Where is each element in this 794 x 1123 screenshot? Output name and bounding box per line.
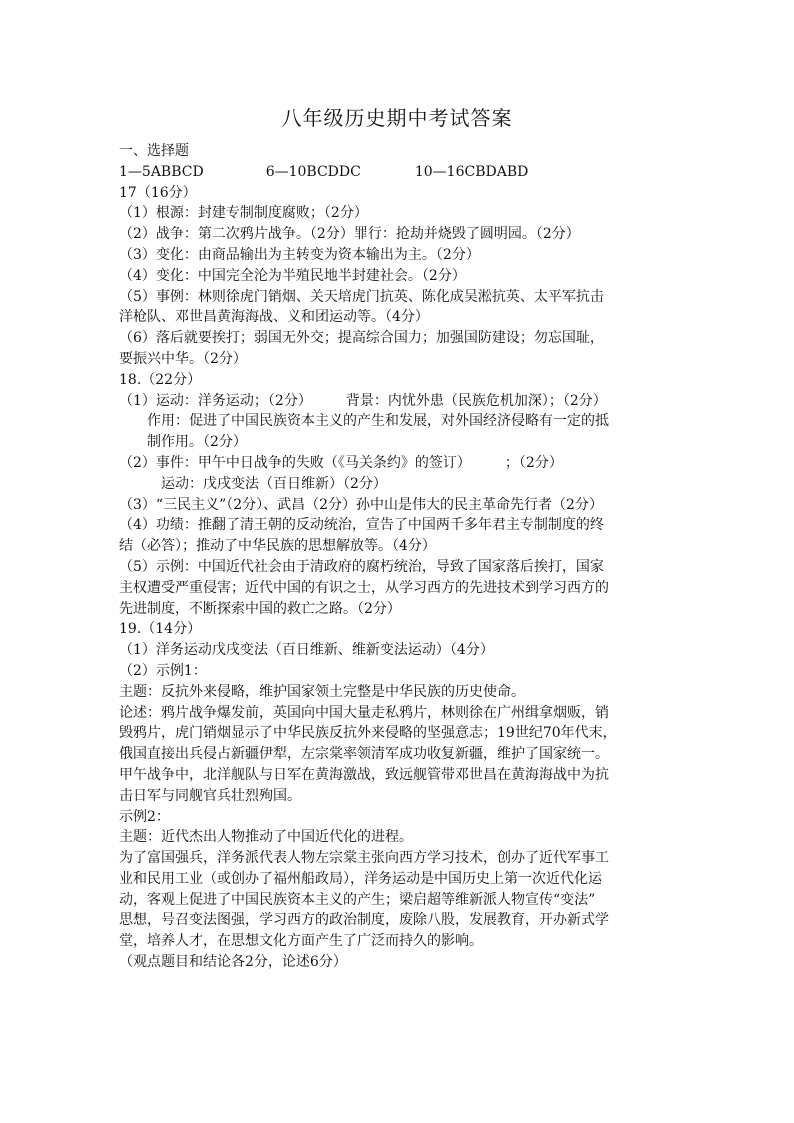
q17-part5-line1: （5）事例：林则徐虎门销烟、关天培虎门抗英、陈化成吴淞抗英、太平军抗击 bbox=[119, 288, 604, 305]
page-title: 八年级历史期中考试答案 bbox=[281, 106, 513, 130]
choice-answers bbox=[119, 162, 679, 183]
q18-part5-line1: （5）示例：中国近代社会由于清政府的腐朽统治，导致了国家落后挨打，国家 bbox=[119, 558, 604, 575]
q19-example1-argument-line1: 论述：鸦片战争爆发前，英国向中国大量走私鸦片，林则徐在广州缉拿烟贩，销 bbox=[119, 704, 609, 721]
q18-part4-line1: （4）功绩：推翻了清王朝的反动统治，宣告了中国两千多年君主专制制度的终 bbox=[119, 517, 604, 534]
q19-example2-label: 示例2： bbox=[119, 808, 170, 825]
q17-part1: （1）根源：封建专制制度腐败；（2分） bbox=[119, 205, 368, 222]
q18-part5-line2: 主权遭受严重侵害；近代中国的有识之士，从学习西方的先进技术到学习西方的 bbox=[119, 579, 609, 596]
q18-part1-movement: （1）运动：洋务运动；（2分） bbox=[119, 392, 312, 409]
q17-part6-line2: 要振兴中华。（2分） bbox=[119, 350, 247, 367]
q18-part3: （3）“三民主义”（2分）、武昌（2分）孙中山是伟大的民主革命先行者（2分） bbox=[119, 496, 603, 513]
q19-example2-argument-line3: 动，客观上促进了中国民族资本主义的产生；梁启超等维新派人物宣传“变法” bbox=[119, 891, 596, 908]
q18-part2-movement: 运动：戊戌变法（百日维新）（2分） bbox=[161, 475, 387, 492]
q18-part5-line3: 先进制度，不断探索中国的救亡之路。（2分） bbox=[119, 600, 401, 617]
q18-part2-line1 bbox=[119, 453, 679, 474]
q18-part1-line1 bbox=[119, 391, 679, 412]
q19-part1: （1）洋务运动戊戌变法（百日维新、维新变法运动）（4分） bbox=[119, 642, 494, 659]
q17-part4: （4）变化：中国完全沦为半殖民地半封建社会。（2分） bbox=[119, 267, 466, 284]
q17-part2: （2）战争：第二次鸦片战争。（2分）罪行：抢劫并烧毁了圆明园。（2分） bbox=[119, 226, 580, 243]
q17-heading: 17（16分） bbox=[119, 184, 197, 201]
q19-heading: 19.（14分） bbox=[119, 621, 202, 638]
q19-example2-argument-line2: 业和民用工业（或创办了福州船政局），洋务运动是中国历史上第一次近代化运 bbox=[119, 870, 602, 887]
choice-answers-10-16: 10—16CBDABD bbox=[414, 163, 529, 180]
q17-part3: （3）变化：由商品输出为主转变为资本输出为主。（2分） bbox=[119, 246, 480, 263]
q19-example2-argument-line5: 堂，培养人才，在思想文化方面产生了广泛而持久的影响。 bbox=[119, 933, 483, 950]
q18-part1-background: 背景：内忧外患（民族危机加深）；（2分） bbox=[345, 392, 607, 409]
q19-example1-argument-line2: 毁鸦片，虎门销烟显示了中华民族反抗外来侵略的坚强意志；19世纪70年代末， bbox=[119, 725, 617, 742]
q18-heading: 18.（22分） bbox=[119, 371, 202, 388]
q19-example1-argument-line3: 俄国直接出兵侵占新疆伊犁，左宗棠率领清军成功收复新疆，维护了国家统一。 bbox=[119, 746, 609, 763]
q17-part6-line1: （6）落后就要挨打；弱国无外交；提高综合国力；加强国防建设；勿忘国耻， bbox=[119, 330, 604, 347]
choice-answers-6-10: 6—10BCDDC bbox=[265, 163, 361, 180]
q17-part5-line2: 洋枪队、邓世昌黄海海战、义和团运动等。（4分） bbox=[119, 309, 429, 326]
section-heading-choice: 一、选择题 bbox=[119, 143, 189, 159]
q19-example1-argument-line4: 甲午战争中，北洋舰队与日军在黄海激战，致远舰管带邓世昌在黄海海战中为抗 bbox=[119, 766, 609, 783]
q19-part2-example1-label: （2）示例1： bbox=[119, 662, 207, 679]
q19-example2-argument-line1: 为了富国强兵，洋务派代表人物左宗棠主张向西方学习技术，创办了近代军事工 bbox=[119, 850, 609, 867]
choice-answers-1-5: 1—5ABBCD bbox=[119, 163, 204, 180]
q19-example1-argument-line5: 击日军与同舰官兵壮烈殉国。 bbox=[119, 787, 301, 804]
q19-example2-argument-line4: 思想，号召变法图强，学习西方的政治制度，废除八股，发展教育，开办新式学 bbox=[119, 912, 609, 929]
q19-scoring-note: （观点题目和结论各2分，论述6分） bbox=[119, 954, 347, 971]
answer-content bbox=[119, 141, 679, 973]
q18-part1-effect-line1: 作用：促进了中国民族资本主义的产生和发展，对外国经济侵略有一定的抵 bbox=[147, 413, 609, 430]
q18-part2-event: （2）事件：甲午中日战争的失败（《马关条约》的签订） bbox=[119, 454, 471, 471]
q18-part2-score: ；（2分） bbox=[504, 454, 563, 471]
q19-example1-theme: 主题：反抗外来侵略，维护国家领土完整是中华民族的历史使命。 bbox=[119, 683, 525, 700]
q18-part4-line2: 结（必答）；推动了中华民族的思想解放等。（4分） bbox=[119, 538, 436, 555]
q19-example2-theme: 主题：近代杰出人物推动了中国近代化的进程。 bbox=[119, 829, 413, 846]
q18-part1-effect-line2: 制作用。（2分） bbox=[147, 434, 247, 451]
